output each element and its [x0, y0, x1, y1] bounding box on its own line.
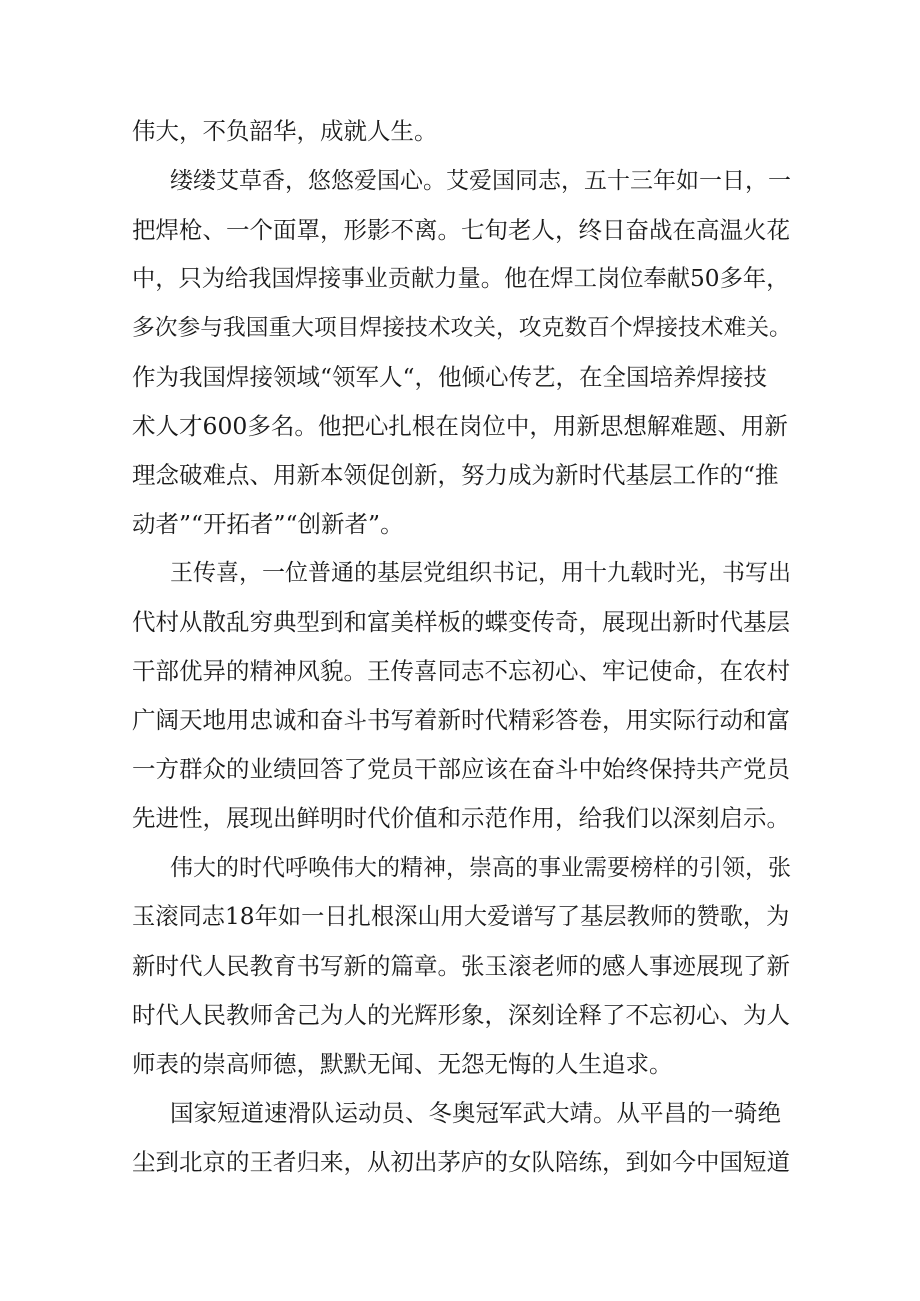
text-line: 时代人民教师舍己为人的光辉形象，深刻诠释了不忘初心、为人 [132, 1001, 790, 1029]
text-line: 动者”“开拓者”“创新者”。 [132, 510, 404, 538]
text-line: 把焊枪、一个面罩，形影不离。七旬老人，终日奋战在高温火花 [132, 216, 790, 244]
text-line: 理念破难点、用新本领促创新，努力成为新时代基层工作的“推 [132, 461, 779, 489]
text-line: 先进性，展现出鲜明时代价值和示范作用，给我们以深刻启示。 [132, 804, 790, 832]
text-line: 伟大的时代呼唤伟大的精神，崇高的事业需要榜样的引领，张 [170, 855, 791, 881]
text-line: 师表的崇高师德，默默无闻、无怨无悔的人生追求。 [132, 1050, 673, 1078]
text-line: 代村从散乱穷典型到和富美样板的蝶变传奇，展现出新时代基层 [132, 608, 790, 636]
text-line: 作为我国焊接领域“领军人“，他倾心传艺，在全国培养焊接技 [132, 363, 768, 391]
text-line: 一方群众的业绩回答了党员干部应该在奋斗中始终保持共产党员 [132, 755, 790, 783]
text-line: 缕缕艾草香，悠悠爱国心。艾爱国同志，五十三年如一日，一 [170, 168, 791, 194]
text-line: 尘到北京的王者归来，从初出茅庐的女队陪练，到如今中国短道 [132, 1148, 790, 1176]
text-line: 多次参与我国重大项目焊接技术攻关，攻克数百个焊接技术难关。 [132, 315, 792, 341]
text-line: 广阔天地用忠诚和奋斗书写着新时代精彩答卷，用实际行动和富 [132, 706, 790, 734]
text-line: 玉滚同志18年如一日扎根深山用大爱谱写了基层教师的赞歌，为 [132, 903, 790, 930]
text-line: 国家短道速滑队运动员、冬奥冠军武大靖。从平昌的一骑绝 [170, 1099, 781, 1127]
text-line: 伟大，不负韶华，成就人生。 [132, 117, 438, 145]
text-line: 王传喜，一位普通的基层党组织书记，用十九载时光，书写出 [170, 560, 791, 586]
text-line: 术人才600多名。他把心扎根在岗位中，用新思想解难题、用新 [132, 412, 788, 440]
text-line: 新时代人民教育书写新的篇章。张玉滚老师的感人事迹展现了新 [132, 952, 790, 980]
text-line: 干部优异的精神风貌。王传喜同志不忘初心、牢记使命，在农村 [132, 657, 790, 685]
text-line: 中，只为给我国焊接事业贡献力量。他在焊工岗位奉献50多年， [132, 265, 790, 292]
